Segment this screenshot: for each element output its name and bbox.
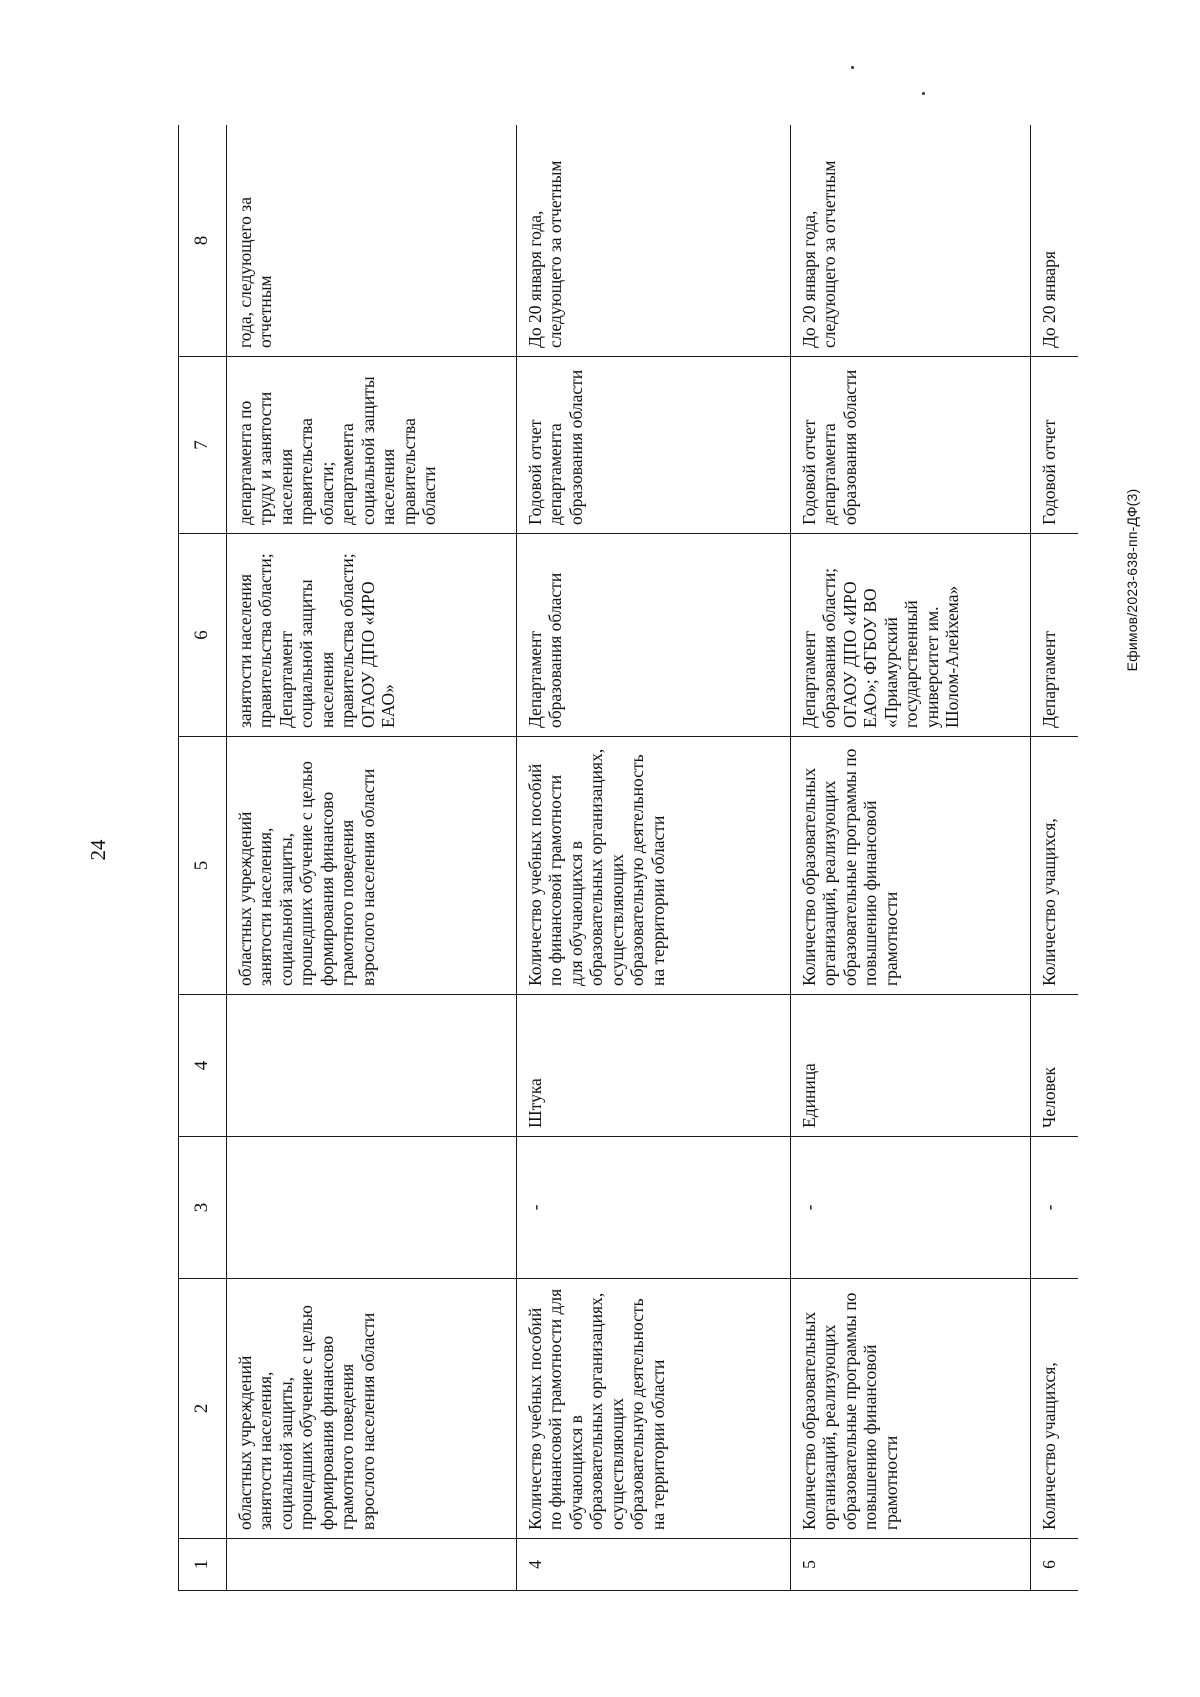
deadline-cell: До 20 января [1031, 125, 1079, 357]
column-header: 1 [179, 1539, 227, 1591]
unit-cell: Единица [791, 995, 1031, 1137]
table-container [178, 125, 1078, 1591]
column-header: 7 [179, 357, 227, 534]
definition-cell: Количество образовательных организаций, реализующих образовательные программы по повышению финансовой грамотности [791, 737, 1031, 995]
definition-cell: Количество учащихся, [1031, 737, 1079, 995]
column-header: 2 [179, 1279, 227, 1539]
table-row [227, 125, 517, 1591]
document-code: Ефимов/2023-638-пп-ДФ(3) [1124, 488, 1140, 672]
indicator-name-cell: Количество учащихся, [1031, 1279, 1079, 1539]
base-value-cell: - [791, 1137, 1031, 1279]
indicator-name-cell: Количество учебных пособий по финансовой грамотности для обучающихся в образовательных организациях, осуществляющих образовательную деятельность на территории области [517, 1279, 791, 1539]
row-number-cell [227, 1539, 517, 1591]
unit-cell: Штука [517, 995, 791, 1137]
deadline-cell: До 20 января года, следующего за отчетным [517, 125, 791, 357]
column-header: 6 [179, 534, 227, 737]
deadline-cell: года, следующего за отчетным [227, 125, 517, 357]
base-value-cell: - [1031, 1137, 1079, 1279]
column-header: 5 [179, 737, 227, 995]
indicator-name-cell: областных учреждений занятости населения, социальной защиты, прошедших обучение с целью формирования финансово грамотного поведения взрослого населения области [227, 1279, 517, 1539]
responsible-cell: Департамент [1031, 534, 1079, 737]
indicator-name-cell: Количество образовательных организаций, реализующих образовательные программы по повышению финансовой грамотности [791, 1279, 1031, 1539]
row-number-cell: 5 [791, 1539, 1031, 1591]
page-number: 24 [85, 839, 110, 861]
base-value-cell [227, 1137, 517, 1279]
row-number-cell: 6 [1031, 1539, 1079, 1591]
table-row [517, 125, 791, 1591]
responsible-cell: занятости населения правительства области; Департамент социальной защиты населения правительства области; ОГАОУ ДПО «ИРО ЕАО» [227, 534, 517, 737]
unit-cell [227, 995, 517, 1137]
deadline-cell: До 20 января года, следующего за отчетным [791, 125, 1031, 357]
scan-speck [922, 92, 925, 95]
responsible-cell: Департамент образования области [517, 534, 791, 737]
table-header-row [179, 125, 227, 1591]
source-cell: Годовой отчет департамента образования области [517, 357, 791, 534]
definition-cell: Количество учебных пособий по финансовой грамотности для обучающихся в образовательных организациях, осуществляющих образовательную деятельность на территории области [517, 737, 791, 995]
source-cell: Годовой отчет [1031, 357, 1079, 534]
column-header: 3 [179, 1137, 227, 1279]
source-cell: Годовой отчет департамента образования области [791, 357, 1031, 534]
table-row [1031, 125, 1079, 1591]
rotated-table-frame [178, 125, 1078, 1591]
table-row [791, 125, 1031, 1591]
responsible-cell: Департамент образования области; ОГАОУ ДПО «ИРО ЕАО»; ФГБОУ ВО «Приамурский государственный университет им. Шолом-Алейхема» [791, 534, 1031, 737]
indicators-table [178, 125, 1078, 1591]
base-value-cell: - [517, 1137, 791, 1279]
column-header: 4 [179, 995, 227, 1137]
definition-cell: областных учреждений занятости населения, социальной защиты, прошедших обучение с целью формирования финансово грамотного поведения взрослого населения области [227, 737, 517, 995]
column-header: 8 [179, 125, 227, 357]
row-number-cell: 4 [517, 1539, 791, 1591]
source-cell: департамента по труду и занятости населения правительства области; департамента социальной защиты населения правительства области [227, 357, 517, 534]
scan-speck [851, 66, 854, 69]
unit-cell: Человек [1031, 995, 1079, 1137]
